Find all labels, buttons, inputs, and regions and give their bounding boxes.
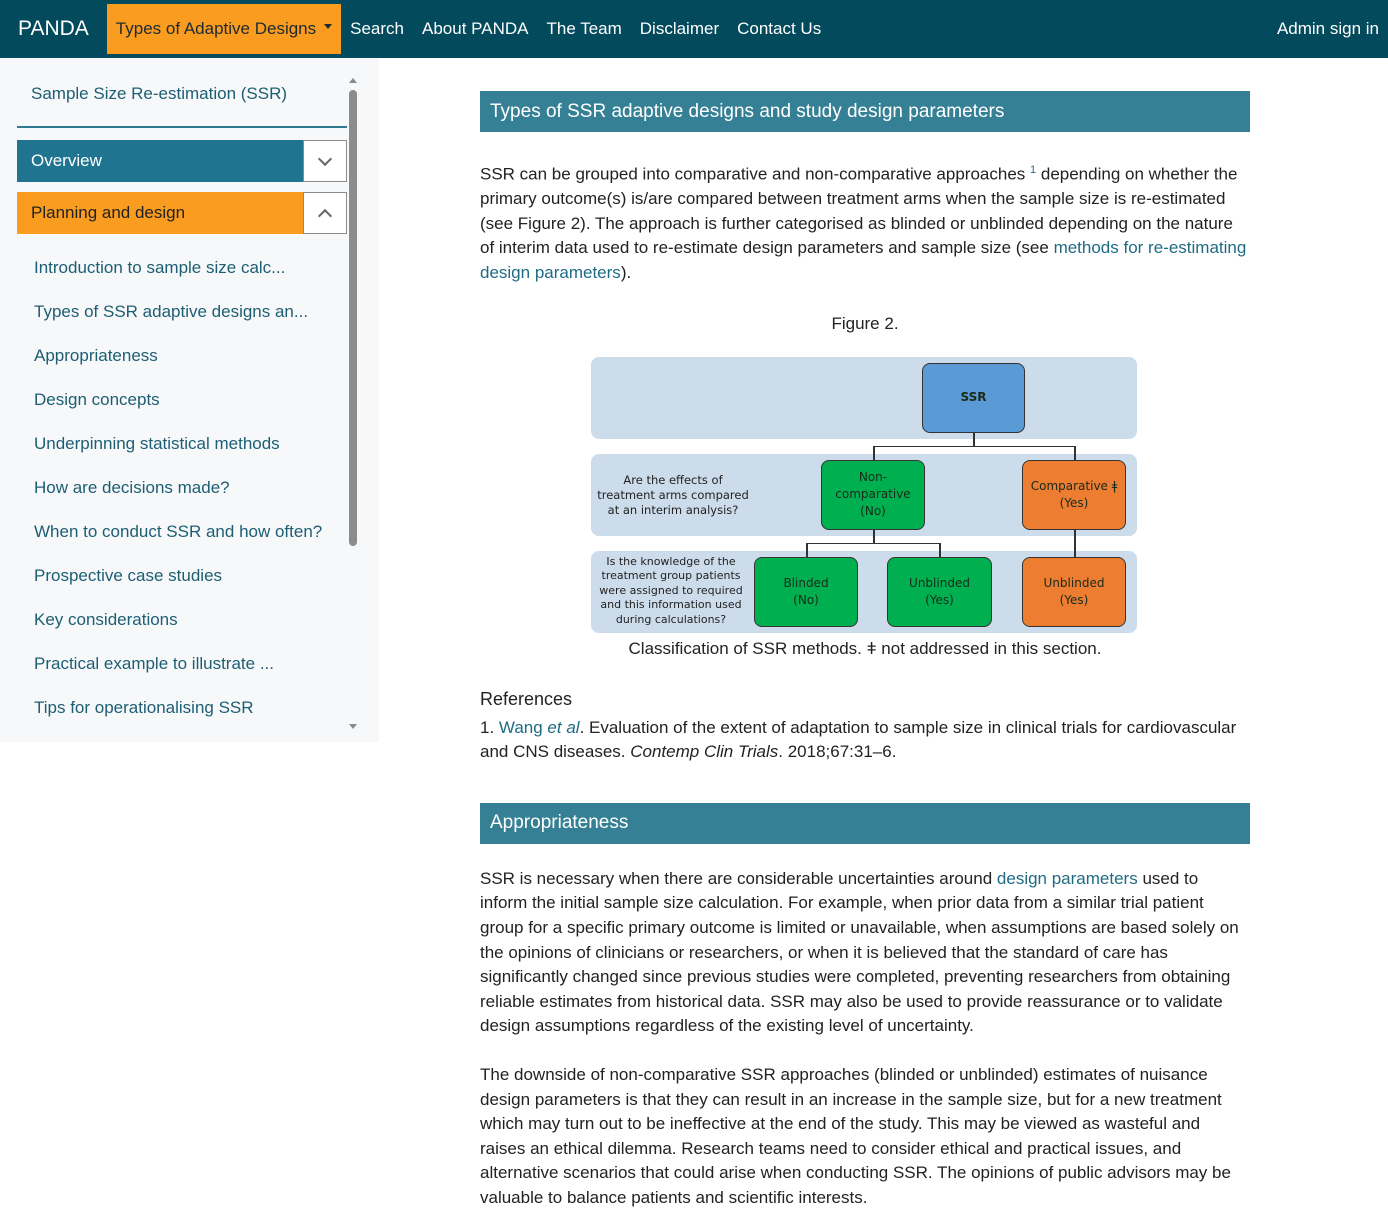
sidebar-item-types[interactable]: Types of SSR adaptive designs an... (34, 302, 309, 321)
connector (806, 543, 940, 545)
node-label: (Yes) (925, 592, 954, 607)
planning-toggle-button[interactable] (303, 192, 347, 234)
section-header-appropriateness (480, 803, 1250, 844)
nav-search[interactable]: Search (350, 19, 405, 38)
sidebar-list (34, 246, 322, 730)
sidebar-item-tips[interactable]: Tips for operationalising SSR (34, 698, 254, 717)
scroll-thumb[interactable] (349, 90, 357, 546)
node-label: Comparative ǂ (1030, 478, 1118, 493)
node-blinded (754, 557, 858, 627)
node-ssr (922, 363, 1025, 433)
node-label: comparative (835, 487, 911, 502)
sidebar-item-case-studies[interactable]: Prospective case studies (34, 566, 223, 585)
node-non-comparative (821, 460, 925, 530)
connector (973, 433, 975, 446)
sidebar-item-practical-example[interactable]: Practical example to illustrate ... (34, 654, 274, 673)
sidebar-scrollbar[interactable] (346, 76, 360, 731)
chevron-down-icon (318, 151, 332, 165)
types-dropdown[interactable] (107, 4, 341, 54)
text: ). (620, 263, 632, 283)
connector (873, 446, 875, 460)
text: depending on whether the primary outcome(s) is/are compared between treatment arms when the sample size is re-estimated (see Figure 2). The approach is further categorised as blinded or unblinded depending on the nature of interim data used to re-estimate design parameters and sample size (see (480, 164, 1238, 258)
nav-team[interactable]: The Team (546, 19, 622, 38)
connector (873, 446, 1075, 448)
nav-about[interactable]: About PANDA (422, 19, 529, 38)
sidebar-item-when[interactable]: When to conduct SSR and how often? (34, 522, 323, 541)
figure-label: Figure 2. (831, 313, 899, 333)
connector (873, 529, 875, 543)
node-label: Unblinded (1043, 575, 1105, 590)
text: SSR is necessary when there are considerable uncertainties around (480, 868, 997, 888)
connector (1074, 446, 1076, 460)
design-parameters-link[interactable]: design parameters (996, 868, 1138, 888)
section-overview[interactable] (17, 140, 347, 182)
nav-contact[interactable]: Contact Us (737, 19, 822, 38)
ref-author-link[interactable]: Wang et al (498, 717, 580, 737)
overview-toggle-button[interactable] (303, 140, 347, 182)
ref-cite: . 2018;67:31–6. (778, 742, 897, 762)
reference-item (480, 716, 1250, 765)
appropriateness-paragraph-1 (480, 867, 1250, 1039)
node-label: (Yes) (1059, 495, 1089, 510)
methods-link[interactable]: methods for re-estimating design parameters (480, 238, 1247, 283)
connector (806, 543, 808, 557)
question-knowledge: Is the knowledge of the treatment group patients were assigned to required and this information used during calculations? (599, 554, 743, 626)
references-title: References (480, 688, 573, 709)
connector (939, 543, 941, 557)
section-title: Appropriateness (490, 812, 629, 834)
section-planning[interactable] (17, 192, 347, 234)
types-paragraph (480, 158, 1250, 286)
admin-sign-in[interactable]: Admin sign in (1276, 19, 1379, 38)
node-label: (No) (793, 592, 819, 607)
ref-number: 1. (480, 717, 499, 737)
node-label: SSR (960, 390, 987, 405)
node-unblinded-noncomparative (887, 557, 992, 627)
figure-caption: Classification of SSR methods. ǂ not addressed in this section. (628, 638, 1102, 658)
sidebar-item-statistical-methods[interactable]: Underpinning statistical methods (34, 434, 280, 453)
node-unblinded-comparative (1022, 557, 1126, 627)
sidebar-title[interactable]: Sample Size Re-estimation (SSR) (31, 84, 288, 103)
sidebar-item-design-concepts[interactable]: Design concepts (34, 390, 160, 409)
footnote-link[interactable]: 1 (1030, 164, 1037, 176)
appropriateness-paragraph-2: The downside of non-comparative SSR approaches (blinded or unblinded) estimates of nuisance design parameters is that they can result in an increase in the sample size, but for a new treatment which may turn out to be ineffective at the end of the study. This may be viewed as wasteful and raises an ethical dilemma. Research teams need to consider ethical and practical issues, and alternative scenarios that could arise when conducting SSR. The opinions of public advisors may be valuable to balance patients and scientific interests. (480, 1064, 1231, 1207)
node-label: (Yes) (1059, 592, 1089, 607)
chevron-up-icon (318, 208, 332, 222)
text: SSR can be grouped into comparative and non-comparative approaches (480, 164, 1031, 184)
brand-logo[interactable]: PANDA (18, 17, 89, 40)
section-title: Types of SSR adaptive designs and study design parameters (490, 100, 1005, 122)
ssr-classification-diagram (591, 357, 1137, 635)
section-overview-label[interactable]: Overview (17, 140, 303, 182)
connector (1074, 529, 1076, 557)
caret-down-icon (324, 24, 332, 29)
types-dropdown-label: Types of Adaptive Designs (115, 19, 317, 38)
sidebar-item-key-considerations[interactable]: Key considerations (34, 610, 178, 629)
sidebar-item-decisions[interactable]: How are decisions made? (34, 478, 230, 497)
section-header-types (480, 91, 1250, 132)
sidebar-item-introduction[interactable]: Introduction to sample size calc... (34, 258, 286, 277)
scroll-down-arrow-icon[interactable] (349, 724, 357, 729)
ref-text: . Evaluation of the extent of adaptation to sample size in clinical trials for cardiovascular and CNS diseases. (480, 717, 1237, 762)
sidebar (0, 58, 379, 742)
node-label: Non- (858, 470, 888, 485)
scroll-up-arrow-icon[interactable] (349, 78, 357, 83)
node-label: Blinded (783, 575, 829, 590)
sidebar-item-appropriateness[interactable]: Appropriateness (34, 346, 158, 365)
node-comparative (1022, 460, 1126, 530)
main-content (480, 91, 1250, 1211)
nav-disclaimer[interactable]: Disclaimer (639, 19, 720, 38)
question-compared: Are the effects of treatment arms compared at an interim analysis? (597, 472, 749, 517)
text: used to inform the initial sample size calculation. For example, when prior data from a similar trial patient group for a specific primary outcome is limited or unavailable, when assumptions are based solely on the opinions of clinicians or researchers, or when it is believed that the standard of care has significantly changed since previous studies were completed, preventing researchers from obtaining reliable estimates from historical data. SSR may also be used to provide reassurance or to validate design assumptions regardless of the existing level of uncertainty. (480, 868, 1239, 1036)
section-planning-label[interactable]: Planning and design (17, 192, 303, 234)
ref-journal: Contemp Clin Trials (630, 742, 779, 762)
top-navbar (0, 0, 1388, 58)
sidebar-divider (17, 126, 347, 128)
node-label: Unblinded (909, 575, 970, 590)
node-label: (No) (860, 504, 886, 519)
diagram-band-root (591, 357, 1137, 439)
